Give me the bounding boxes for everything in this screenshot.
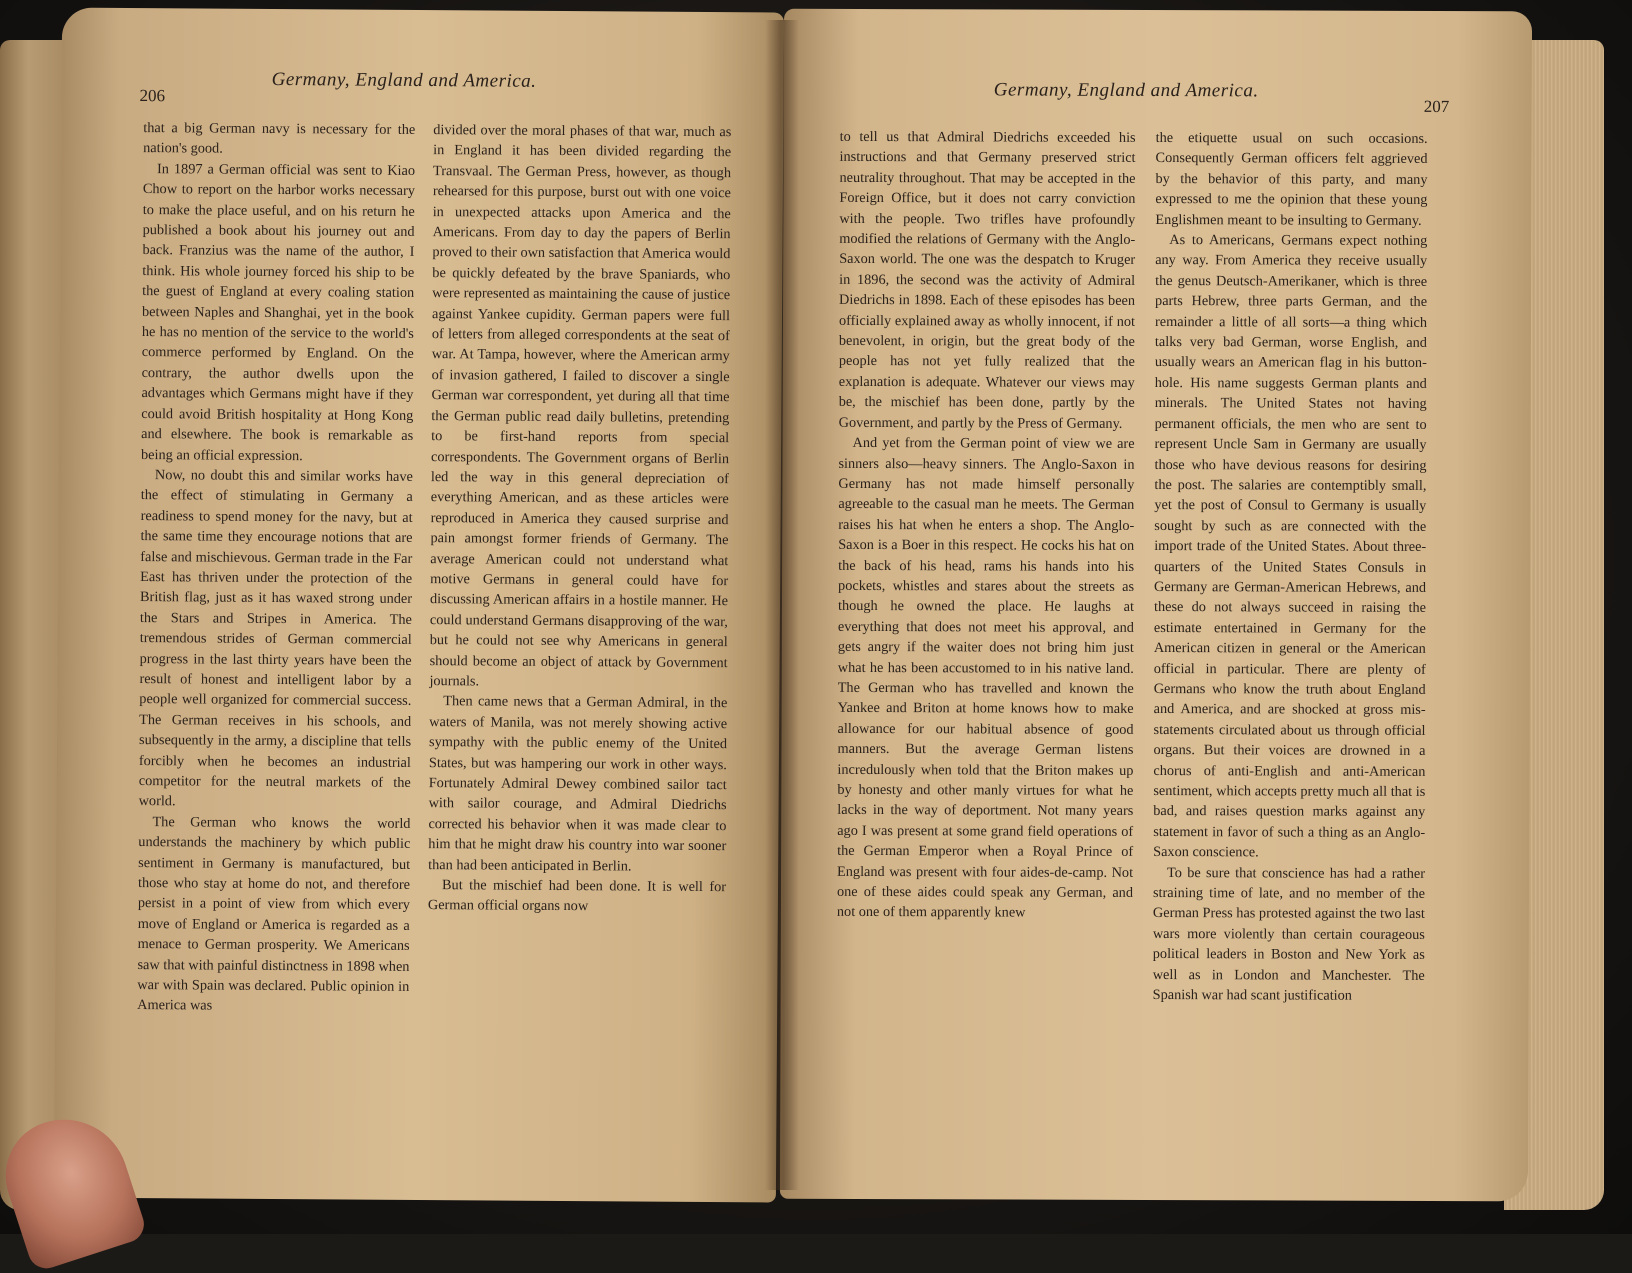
paragraph: divided over the moral phases of that war, much as in England it has been divided regarding the Transvaal. The German Press, however, as though rehearsed for this purpose, burst out with one voice in unexpected attacks upon America and the Americans. From day to day the papers of Berlin proved to their own satisfaction that America would be quickly defeated by the brave Spaniards, who were represented as maintaining the cause of justice against Yankee cupidity. German papers were full of letters from alleged correspondents at the seat of war. At Tampa, however, where the American army of invasion gathered, I failed to discover a single German war correspondent, yet during all that time the German public read daily bulletins, pretending to be first-hand reports from special correspondents. The Government organs of Berlin led the way in this general depreciation of everything American, and as these articles were reproduced in America they caused surprise and pain amongst former friends of Germany. The average American could not understand what motive Germans in general could have for discussing American affairs in a hostile manner. He could understand Germans disapproving of the war, but he could not see why Americans in general should become an object of attack by Government journals.: [429, 122, 732, 690]
right-page: [780, 9, 1532, 1202]
page-number-right: 207: [1423, 96, 1450, 117]
left-column-1: [137, 118, 415, 1018]
paragraph: the etiquette usual on such occasions. Consequently German officers felt aggrieved by the behavior of this party, and many expressed to me the opinion that these young Englishmen meant to be insulting to Germany.: [1155, 129, 1428, 229]
left-column-2: [428, 120, 732, 918]
page-number-left: 206: [139, 86, 166, 106]
paragraph: The German who knows the world understands the machinery by which public sentiment in Germany is manufactured, but those who stay at home do not, and therefore persist in a point of view from which every move of England or America is regarded as a menace to German prosperity. We Americans saw that with painful distinctness in 1898 when war with Spain was declared. Public opinion in America was: [137, 813, 411, 1015]
right-column-2: [1153, 128, 1428, 1006]
paragraph: In 1897 a German official was sent to Kiao Chow to report on the harbor works necessary to make the place useful, and on his return he published a book about his journey out and back. Franzius was the name of the author, I think. His whole journey forced his ship to be the guest of England at every coaling station between Naples and Shanghai, yet in the book he has no mention of the service to the world's commerce performed by England. On the contrary, the author dwells upon the advantages which Germans might have if they could avoid British hospitality at Hong Kong and elsewhere. The book is remarkable as being an official expression.: [140, 160, 416, 464]
paragraph: But the mischief had been done. It is well for German official organs now: [427, 877, 727, 915]
paragraph: to tell us that Admiral Diedrichs exceeded his instructions and that Germany preserved strict neutrality throughout. That may be accepted in the Foreign Office, but it does not carry conviction with the people. Two trifles have profoundly modified the relations of Germany with the Anglo-Saxon world. The one was the despatch to Kruger in 1896, the second was the activity of Admiral Diedrichs in 1898. Each of these episodes has been officially explained away as wholly innocent, if not benevolent, in origin, but the great body of the people has not yet fully realized that the explanation is adequate. Whatever our views may be, the mischief has been done, partly by the Government, and partly by the Press of Germany.: [838, 128, 1136, 432]
paragraph: To be sure that conscience has had a rather straining time of late, and no member of the German Press has protested against the two last wars more violently than certain courageous political leaders in Boston and New York as well as in London and Manchester. The Spanish war had scant justification: [1152, 864, 1426, 1004]
paragraph: As to Americans, Germans expect nothing any way. From America they receive usually the genus Deutsch-Amerikaner, which is three parts Hebrew, three parts German, and the remainder a little of all sorts—a thing which talks very bad German, worse English, and usually wears an American flag in his button-hole. His name suggests German plants and minerals. The United States not having permanent officials, the men who are sent to represent Uncle Sam in Germany are usually those who have devious reasons for desiring the post. The salaries are contemptibly small, yet the post of Consul to Germany is usually sought by such as are connected with the import trade of the United States. About three-quarters of the United States Consuls in Germany are German-American Hebrews, and these do not always succeed in raising the estimate entertained in Germany for the American citizen in general or the American official in particular. There are plenty of Germans who know the truth about England and America, and are shocked at gross mis-statements circulated about us through official organs. But their voices are drowned in a chorus of anti-English and anti-American sentiment, which accepts pretty much all that is bad, and raises question marks against any statement in favor of such a thing as an Anglo-Saxon conscience.: [1153, 232, 1428, 861]
running-head-right: Germany, England and America.: [993, 79, 1259, 102]
paragraph: Then came news that a German Admiral, in the waters of Manila, was not merely showing active sympathy with the public enemy of the United States, but was hampering our work in other ways. Fortunately Admiral Dewey combined sailor tact with sailor courage, and Admiral Diedrichs corrected his behavior when it was made clear to him that he might draw his country into war sooner than had been anticipated in Berlin.: [428, 693, 728, 875]
paragraph: that a big German navy is necessary for the nation's good.: [143, 120, 416, 158]
book-gutter: [765, 20, 799, 1190]
right-column-1: [837, 127, 1136, 924]
paragraph: And yet from the German point of view we are sinners also—heavy sinners. The Anglo-Saxon in Germany has not made himself personally agreeable to the casual man he meets. The German raises his hat when he enters a shop. The Anglo-Saxon is a Boer in this respect. He cocks his hat on the back of his head, rams his hands into his pockets, whistles and stares about the streets as though he owned the place. He laughs at everything that does not meet his approval, and gets angry if the waiter does not bring him just what he has been accustomed to in his native land. The German who has travelled and known the Yankee and Briton at home knows how to make allowance for our habitual absence of good manners. But the average German listens incredulously when told that the Briton makes up by honesty and other manly virtues for what he lacks in the way of deportment. Not many years ago I was present at some grand field operations of the German Emperor when a Royal Prince of England was present with four aides-de-camp. Not one of these aides could speak any German, and not one of them apparently knew: [836, 435, 1135, 921]
running-head-left: Germany, England and America.: [271, 68, 537, 92]
left-page: [54, 7, 784, 1202]
paragraph: Now, no doubt this and similar works have the effect of stimulating in Germany a readiness to spend money for the navy, but at the same time they encourage notions that are false and mischievous. German trade in the Far East has thriven under the protection of the British flag, just as it has waxed strong under the Stars and Stripes in America. The tremendous strides of German commercial progress in the last thirty years have been the result of honest and intelligent labor by a people well organized for commercial success. The German receives in his schools, and subsequently in the army, a discipline that tells forcibly when he becomes an industrial competitor for the neutral markets of the world.: [138, 467, 413, 810]
